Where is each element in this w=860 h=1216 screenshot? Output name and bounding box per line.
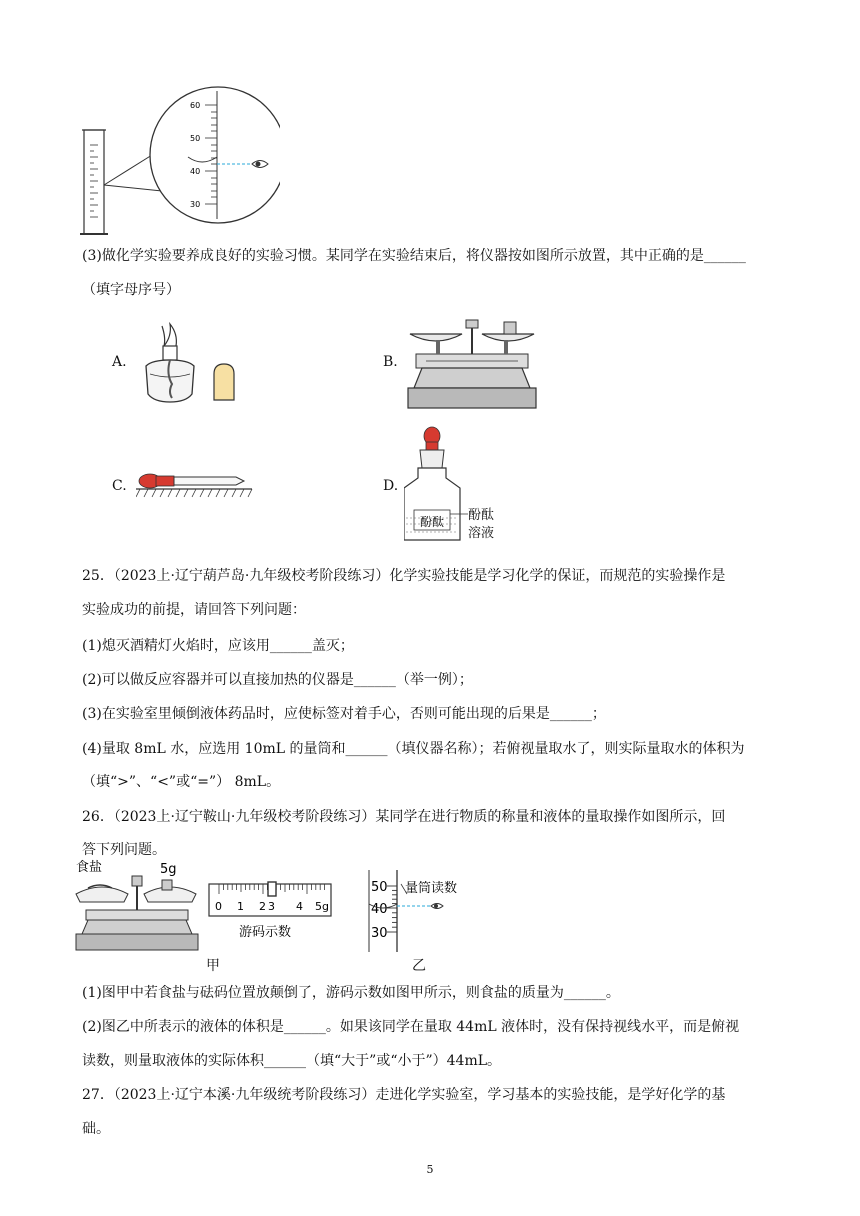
rider-ruler-image bbox=[207, 880, 335, 942]
side-label-1: 酚酞 bbox=[468, 508, 495, 523]
figure-label-jia: 甲 bbox=[206, 958, 220, 974]
dropper-on-table-image bbox=[136, 470, 254, 500]
q27-title-line1: 27．（2023上·辽宁本溪·九年级统考阶段练习）走进化学实验室，学习基本的实验技能，是学好化学的基 bbox=[82, 1087, 726, 1103]
q24-part3-instruction: （填字母序号） bbox=[82, 282, 180, 298]
cylinder-magnifier-figure bbox=[80, 85, 280, 245]
cylinder-reading-image bbox=[365, 868, 475, 954]
weight-label: 5g bbox=[160, 862, 177, 877]
option-d-label: D. bbox=[383, 478, 399, 494]
q25-part4b: （填“>”、“<”或“=”） 8mL。 bbox=[82, 774, 281, 790]
q25-part2: (2)可以做反应容器并可以直接加热的仪器是______（举一例）； bbox=[82, 672, 473, 688]
bottle-label: 酚酞 bbox=[420, 515, 445, 529]
q25-title-line1: 25．（2023上·辽宁葫芦岛·九年级校考阶段练习）化学实验技能是学习化学的保证，而规范的实验操作是 bbox=[82, 568, 726, 584]
cyl-tick-30: 30 bbox=[371, 926, 388, 941]
tick-50: 50 bbox=[190, 134, 201, 143]
cyl-tick-50: 50 bbox=[371, 880, 388, 895]
q26-title-line1: 26．（2023上·辽宁鞍山·九年级校考阶段练习）某同学在进行物质的称量和液体的量取操作如图所示，回 bbox=[82, 809, 726, 825]
page-number: 5 bbox=[426, 1163, 434, 1176]
q26-part2b: 读数，则量取液体的实际体积______（填“大于”或“小于”）44mL。 bbox=[82, 1053, 502, 1069]
tick-40: 40 bbox=[190, 167, 201, 176]
option-c-label: C. bbox=[112, 478, 127, 494]
side-label-2: 溶液 bbox=[468, 526, 495, 541]
ruler-tick-5: 5g bbox=[315, 900, 329, 913]
cyl-caption: 量筒读数 bbox=[405, 881, 458, 896]
q25-part3: (3)在实验室里倾倒液体药品时，应使标签对着手心，否则可能出现的后果是______； bbox=[82, 706, 606, 722]
tick-60: 60 bbox=[190, 101, 201, 110]
ruler-tick-2: 2 bbox=[259, 900, 266, 913]
ruler-caption: 游码示数 bbox=[239, 925, 292, 940]
salt-label: 食盐 bbox=[76, 860, 103, 875]
q26-balance-image bbox=[74, 858, 200, 954]
phenolphthalein-label bbox=[468, 507, 494, 543]
ruler-tick-0: 0 bbox=[215, 900, 222, 913]
q27-title-line2: 础。 bbox=[82, 1121, 110, 1137]
ruler-tick-4: 4 bbox=[296, 900, 303, 913]
tick-30: 30 bbox=[190, 200, 201, 209]
eye-icon bbox=[431, 904, 443, 909]
alcohol-lamp-image bbox=[132, 318, 244, 408]
q25-part1: (1)熄灭酒精灯火焰时，应该用______盖灭； bbox=[82, 638, 354, 654]
option-a-label: A. bbox=[112, 354, 127, 370]
figure-label-yi: 乙 bbox=[412, 958, 426, 974]
q26-title-line2: 答下列问题。 bbox=[82, 842, 166, 858]
option-b-label: B. bbox=[383, 354, 398, 370]
ruler-tick-1: 1 bbox=[237, 900, 244, 913]
q26-part2a: (2)图乙中所表示的液体的体积是______。如果该同学在量取 44mL 液体时，没有保持视线水平，而是俯视 bbox=[82, 1019, 740, 1035]
cyl-tick-40: 40 bbox=[371, 902, 388, 917]
balance-image bbox=[406, 316, 538, 412]
q26-part1: (1)图甲中若食盐与砝码位置放颠倒了，游码示数如图甲所示，则食盐的质量为______。 bbox=[82, 985, 620, 1001]
dropper-bottle-image bbox=[404, 422, 470, 546]
ruler-tick-3: 3 bbox=[268, 900, 275, 913]
q25-part4a: (4)量取 8mL 水，应选用 10mL 的量筒和______（填仪器名称）；若俯视量取水了，则实际量取水的体积为 bbox=[82, 741, 745, 757]
q24-part3-question: (3)做化学实验要养成良好的实验习惯。某同学在实验结束后，将仪器按如图所示放置，其中正确的是______ bbox=[82, 248, 746, 264]
q25-title-line2: 实验成功的前提，请回答下列问题： bbox=[82, 602, 306, 618]
